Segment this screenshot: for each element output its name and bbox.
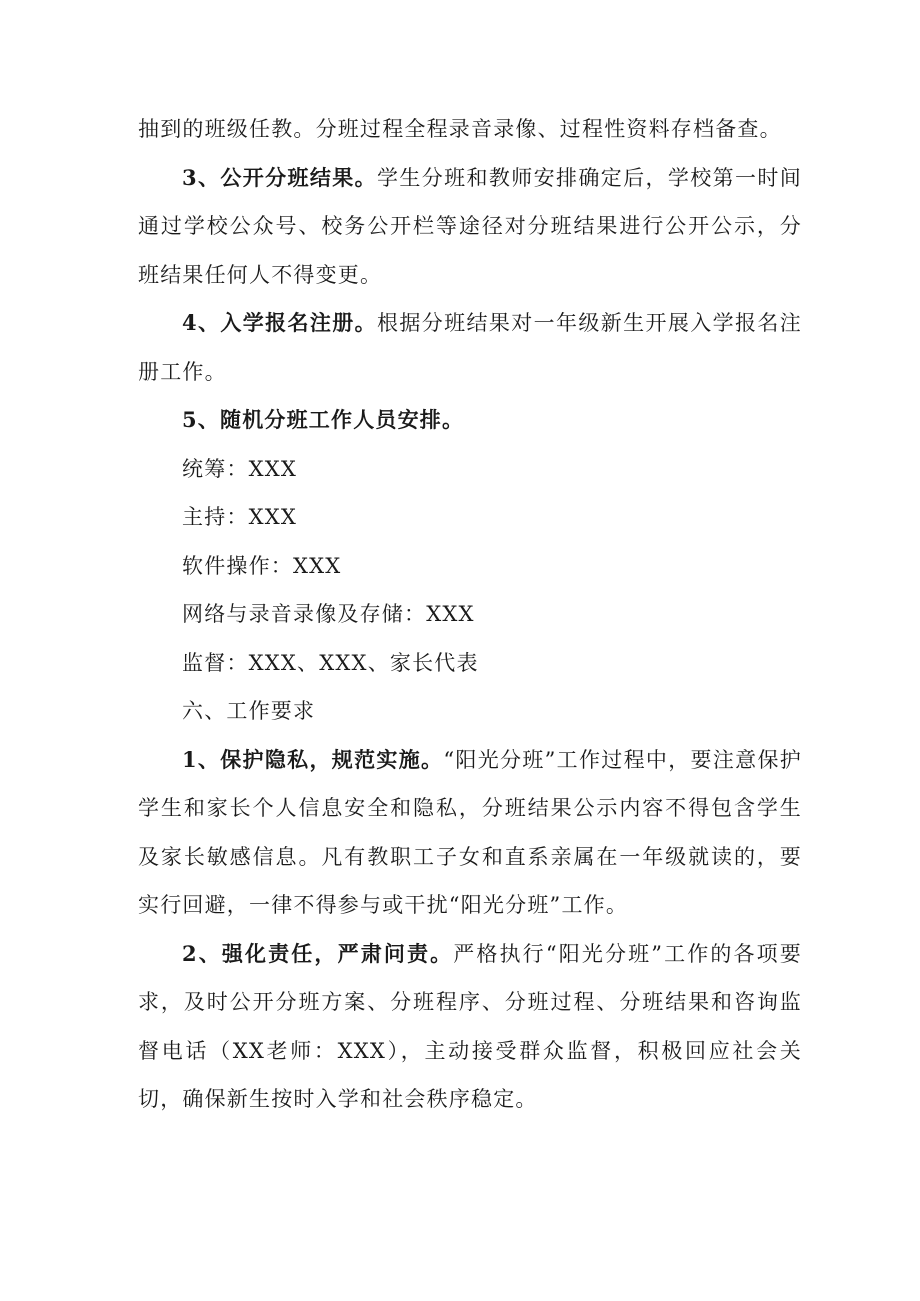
staff-line: 软件操作：XXX [182,553,342,578]
staff-line: 统筹：XXX [182,456,298,481]
paragraph-heading: 4、入学报名注册。 [182,310,377,335]
paragraph-responsibility [138,930,802,1124]
paragraph-body: 根据分班结果对一年级新生开展入学报名注册工作。 [138,311,802,384]
document-page [138,105,802,1124]
paragraph-privacy [138,736,802,930]
staff-line: 监督：XXX、XXX、家长代表 [182,650,479,675]
paragraph-heading: 1、保护隐私，规范实施。 [182,746,444,772]
paragraph-continued: 抽到的班级任教。分班过程全程录音录像、过程性资料存档备查。 [138,117,782,141]
paragraph-staff-heading: 5、随机分班工作人员安排。 [182,407,465,432]
paragraph-body: 严格执行“阳光分班”工作的各项要求，及时公开分班方案、分班程序、分班过程、分班结果和咨询监督电话（XX老师：XXX），主动接受群众监督，积极回应社会关切，确保新生按时入学和社会秩序稳定。 [138,941,802,1111]
paragraph-heading: 3、公开分班结果。 [182,164,377,190]
staff-line: 主持：XXX [182,505,298,529]
paragraph-body: 学生分班和教师安排确定后，学校第一时间通过学校公众号、校务公开栏等途径对分班结果进行公开公示，分班结果任何人不得变更。 [138,165,802,287]
section-heading: 六、工作要求 [182,699,316,723]
paragraph-publish-results [138,154,802,300]
paragraph-body: “阳光分班”工作过程中，要注意保护学生和家长个人信息安全和隐私，分班结果公示内容不得包含学生及家长敏感信息。凡有教职工子女和直系亲属在一年级就读的，要实行回避，一律不得参与或干扰“阳光分班”工作。 [138,747,802,917]
paragraph-registration [138,299,802,396]
paragraph-heading: 2、强化责任，严肃问责。 [182,940,454,966]
staff-line: 网络与录音录像及存储：XXX [182,602,475,626]
